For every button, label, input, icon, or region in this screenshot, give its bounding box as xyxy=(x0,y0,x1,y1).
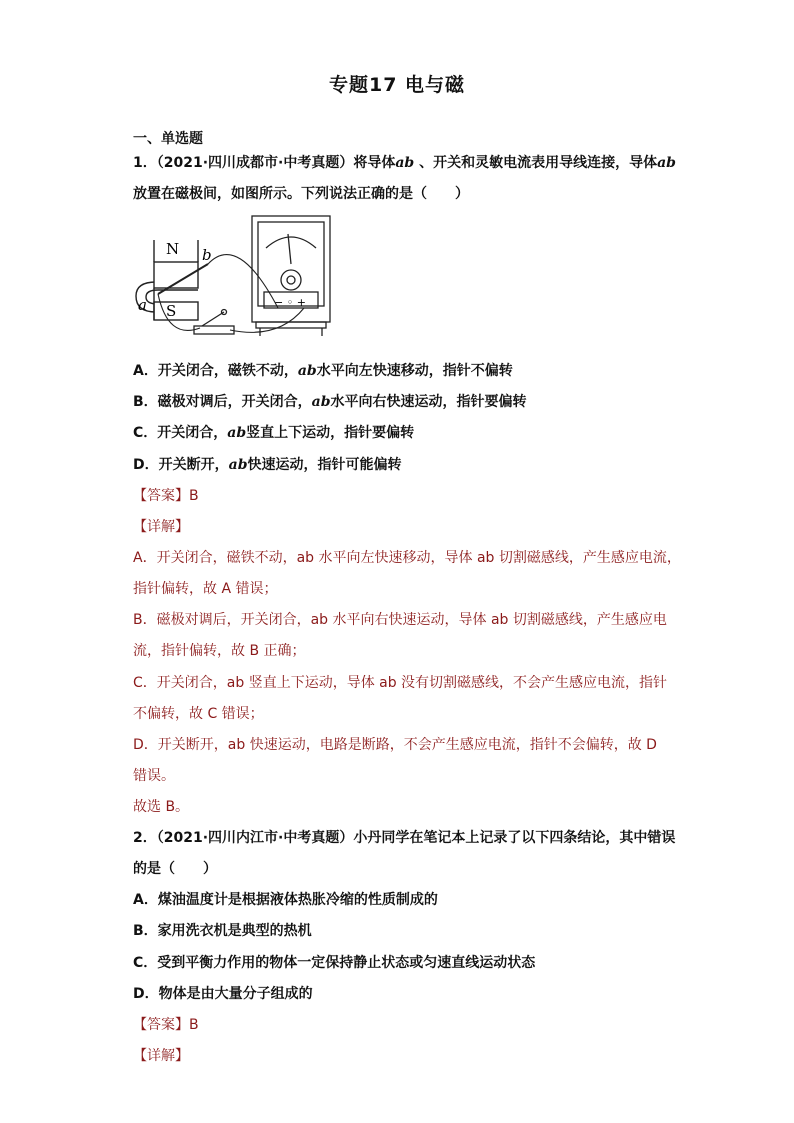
detail-line: 指针偏转，故 A 错误； xyxy=(133,581,278,597)
question-2-option-a: A．煤油温度计是根据液体热胀冷缩的性质制成的 xyxy=(133,892,438,908)
wire-switch xyxy=(230,308,304,332)
question-1-answer: 【答案】B xyxy=(133,488,199,504)
detail-line: A．开关闭合，磁铁不动，ab 水平向左快速移动，导体 ab 切割磁感线，产生感应电流， xyxy=(133,550,681,566)
detail-line: 故选 B。 xyxy=(133,799,190,815)
question-1-option-c: C．开关闭合，ab竖直上下运动，指针要偏转 xyxy=(133,425,415,441)
wire-b xyxy=(208,255,278,308)
galvanometer-icon xyxy=(252,216,330,336)
question-2-detail-tag: 【详解】 xyxy=(133,1048,189,1064)
question-1-option-a: A．开关闭合，磁铁不动，ab水平向左快速移动，指针不偏转 xyxy=(133,363,513,379)
section-heading: 一、单选题 xyxy=(133,131,203,147)
magnet-label-n: N xyxy=(166,240,180,258)
question-1-var-ab-2: ab xyxy=(657,155,676,171)
question-1-var-ab-1: ab xyxy=(395,155,415,171)
question-1-line-2: 放置在磁极间，如图所示。下列说法正确的是（ ） xyxy=(133,186,469,202)
page-title: 专题17 电与磁 xyxy=(328,74,466,96)
magnet-label-s: S xyxy=(166,302,177,320)
question-1-text-a: 1．（2021·四川成都市·中考真题）将导体 xyxy=(133,155,396,171)
detail-line: 流，指针偏转，故 B 正确； xyxy=(133,643,306,659)
question-2-option-c: C．受到平衡力作用的物体一定保持静止状态或匀速直线运动状态 xyxy=(133,955,536,971)
question-1-line-1 xyxy=(133,152,676,172)
detail-line: D．开关断开，ab 快速运动，电路是断路，不会产生感应电流，指针不会偏转，故 D xyxy=(133,737,657,753)
question-1-text-b: 、开关和灵敏电流表用导线连接，导体 xyxy=(414,155,658,171)
conductor-label-a: a xyxy=(138,296,147,314)
question-1-option-d: D．开关断开，ab快速运动，指针可能偏转 xyxy=(133,457,402,473)
question-1-detail-tag: 【详解】 xyxy=(133,519,189,535)
question-2-line-2: 的是（ ） xyxy=(133,861,217,877)
question-1-option-b: B．磁极对调后，开关闭合，ab水平向右快速运动，指针要偏转 xyxy=(133,394,527,410)
detail-line: 不偏转，故 C 错误； xyxy=(133,706,264,722)
switch-icon xyxy=(194,310,234,335)
detail-line: 错误。 xyxy=(133,768,175,784)
detail-line: C．开关闭合，ab 竖直上下运动，导体 ab 没有切割磁感线，不会产生感应电流，指针 xyxy=(133,675,668,691)
question-2-line-1: 2．（2021·四川内江市·中考真题）小丹同学在笔记本上记录了以下四条结论，其中错误 xyxy=(133,830,676,846)
conductor-label-b: b xyxy=(202,246,212,264)
question-2-option-d: D．物体是由大量分子组成的 xyxy=(133,986,313,1002)
detail-line: B．磁极对调后，开关闭合，ab 水平向右快速运动，导体 ab 切割磁感线，产生感应电 xyxy=(133,612,667,628)
circuit-figure xyxy=(128,212,338,352)
question-2-answer: 【答案】B xyxy=(133,1017,199,1033)
question-2-option-b: B．家用洗衣机是典型的热机 xyxy=(133,923,312,939)
galvanometer-minus: − ◦ + xyxy=(274,296,306,309)
